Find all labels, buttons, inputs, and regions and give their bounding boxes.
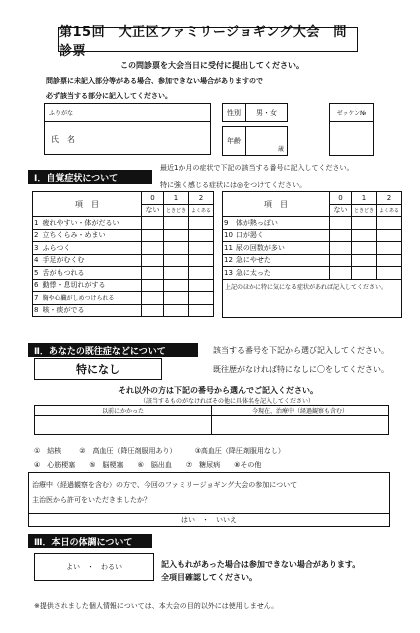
check-cell[interactable]: [141, 304, 163, 317]
disease-option: ② 高血圧（降圧剤服用あり）: [79, 447, 177, 455]
col-item-header: 項 目: [223, 192, 330, 217]
table-row: [223, 229, 402, 242]
check-cell[interactable]: [351, 217, 376, 230]
col-none-header: ない: [329, 204, 351, 217]
section1-instruction-2: 特に強く感じる症状には◎をつけてください。: [160, 181, 307, 189]
check-cell[interactable]: [376, 217, 401, 230]
check-cell[interactable]: [141, 242, 163, 255]
check-cell[interactable]: [163, 279, 188, 292]
check-cell[interactable]: [188, 254, 213, 267]
check-cell[interactable]: [188, 229, 213, 242]
item-number: 2: [33, 229, 41, 242]
table-row: [33, 242, 214, 255]
name-field[interactable]: [44, 121, 211, 155]
symptom-table-left: [32, 191, 214, 317]
col-1-header: 1: [351, 192, 376, 205]
item-label: 口が渇く: [234, 229, 330, 242]
disease-list-row-2: [34, 460, 261, 470]
check-cell[interactable]: [163, 292, 188, 305]
check-cell[interactable]: [351, 267, 376, 280]
table-row: [33, 292, 214, 305]
item-number: 4: [33, 254, 41, 267]
col-often-header: よくある: [188, 204, 213, 217]
check-cell[interactable]: [329, 254, 351, 267]
permission-question-2: 主治医から許可をいただきましたか？: [32, 496, 151, 504]
table-row: [223, 242, 402, 255]
item-number: 13: [223, 267, 234, 280]
check-cell[interactable]: [141, 292, 163, 305]
item-label: 疲れやすい・体がだるい: [41, 217, 142, 230]
col-0-header: 0: [141, 192, 163, 205]
col-often-header: よくある: [376, 204, 401, 217]
other-symptoms-row: [223, 279, 402, 317]
check-cell[interactable]: [188, 217, 213, 230]
furigana-label: ふりがな: [49, 110, 74, 117]
condition-options[interactable]: よい ・ わるい: [34, 553, 154, 581]
current-treatment-field[interactable]: [211, 415, 389, 435]
privacy-footer: ※提供されました個人情報については、本大会の目的以外には使用しません。: [34, 602, 279, 610]
col-0-header: 0: [329, 192, 351, 205]
item-label: 胸や心臓がしめつけられる: [41, 292, 142, 305]
intro-line-2: 問診票に未記入部分等がある場合、参加できない場合がありますので: [46, 77, 263, 85]
no-history-instruction: 既往歴がなければ特になしに〇をしてください。: [213, 365, 389, 374]
section3-heading: Ⅲ．本日の体調について: [28, 534, 152, 548]
table-row: [223, 267, 402, 280]
bib-field[interactable]: [329, 121, 374, 156]
item-label: 体が熱っぽい: [234, 217, 330, 230]
item-label: 立ちくらみ・めまい: [41, 229, 142, 242]
item-number: 12: [223, 254, 234, 267]
others-heading: それ以外の方は下記の番号から選んでご記入ください。: [118, 386, 318, 395]
section3-note-2: 全項目確認してください。: [161, 573, 257, 582]
age-label: 年齢: [222, 126, 246, 156]
disease-option: ③高血圧（降圧剤服用なし）: [194, 447, 285, 455]
check-cell[interactable]: [329, 267, 351, 280]
permission-answer[interactable]: はい ・ いいえ: [28, 513, 390, 527]
check-cell[interactable]: [351, 242, 376, 255]
no-history-box[interactable]: 特になし: [34, 358, 162, 380]
table-row: [33, 254, 214, 267]
check-cell[interactable]: [188, 267, 213, 280]
table-row: [223, 254, 402, 267]
check-cell[interactable]: [163, 229, 188, 242]
item-number: 5: [33, 267, 41, 280]
other-symptoms-note: 上記のほかに特に気になる症状があれば記入してください。: [225, 283, 388, 291]
check-cell[interactable]: [329, 242, 351, 255]
item-number: 9: [223, 217, 234, 230]
other-symptoms-field[interactable]: [223, 279, 402, 317]
item-number: 10: [223, 229, 234, 242]
item-label: 急にやせた: [234, 254, 330, 267]
table-row: [33, 217, 214, 230]
section1-instruction-1: 最近1か月の症状で下記の該当する番号に記入してください。: [160, 164, 354, 172]
section2-instruction: 該当する番号を下記から選び記入してください。: [213, 346, 389, 355]
disease-option: ⑧その他: [234, 461, 262, 469]
gender-options[interactable]: 男・女: [245, 103, 288, 122]
check-cell[interactable]: [376, 267, 401, 280]
table-row: [223, 217, 402, 230]
item-label: 舌がもつれる: [41, 267, 142, 280]
check-cell[interactable]: [141, 279, 163, 292]
check-cell[interactable]: [163, 242, 188, 255]
check-cell[interactable]: [188, 292, 213, 305]
col-item-header: 項 目: [33, 192, 142, 217]
item-number: 6: [33, 279, 41, 292]
check-cell[interactable]: [351, 254, 376, 267]
col-sometimes-header: ときどき: [163, 204, 188, 217]
intro-line-1: この問診票を大会当日に受付に提出してください。: [120, 61, 304, 70]
bib-label: ゼッケン№: [329, 103, 374, 122]
check-cell[interactable]: [329, 217, 351, 230]
check-cell[interactable]: [163, 217, 188, 230]
check-cell[interactable]: [163, 304, 188, 317]
item-label: 手足がむくむ: [41, 254, 142, 267]
furigana-field[interactable]: [44, 103, 211, 122]
item-label: 動悸・息切れがする: [41, 279, 142, 292]
disease-option: ⑤ 脳梗塞: [89, 461, 124, 469]
page-title: 第15回 大正区ファミリージョギング大会 問診票: [58, 27, 358, 52]
section2-heading: Ⅱ．あなたの既往症などについて: [28, 343, 198, 357]
doctor-permission-box: [28, 472, 390, 514]
disease-option: ⑦ 糖尿病: [185, 461, 221, 469]
item-number: 7: [33, 292, 41, 305]
item-number: 8: [33, 304, 41, 317]
col-past-header: 以前にかかった: [34, 405, 212, 416]
col-now-header: 今現在、治療中（経過観察も含む）: [211, 405, 389, 416]
item-number: 3: [33, 242, 41, 255]
item-number: 11: [223, 242, 234, 255]
col-2-header: 2: [376, 192, 401, 205]
symptom-table-right: [222, 191, 402, 318]
check-cell[interactable]: [141, 229, 163, 242]
item-label: 咳・痰がでる: [41, 304, 142, 317]
check-cell[interactable]: [376, 242, 401, 255]
check-cell[interactable]: [188, 304, 213, 317]
item-number: 1: [33, 217, 41, 230]
name-label: 氏 名: [51, 135, 75, 144]
past-history-field[interactable]: [34, 415, 212, 435]
check-cell[interactable]: [141, 217, 163, 230]
table-row: [33, 279, 214, 292]
item-label: ふらつく: [41, 242, 142, 255]
age-unit: 歳: [277, 146, 284, 153]
disease-option: ① 結核: [34, 447, 62, 455]
check-cell[interactable]: [188, 279, 213, 292]
check-cell[interactable]: [376, 229, 401, 242]
others-subheading: （該当するものがなければその他に具体名を記入してください）: [140, 398, 315, 405]
table-row: [33, 229, 214, 242]
check-cell[interactable]: [329, 229, 351, 242]
table-row: [33, 304, 214, 317]
check-cell[interactable]: [351, 229, 376, 242]
section1-heading: Ⅰ．自覚症状について: [28, 170, 152, 184]
check-cell[interactable]: [163, 254, 188, 267]
col-1-header: 1: [163, 192, 188, 205]
col-none-header: ない: [141, 204, 163, 217]
intro-line-3: 必ず該当する部分に記入してください。: [46, 92, 172, 100]
check-cell[interactable]: [376, 254, 401, 267]
check-cell[interactable]: [188, 242, 213, 255]
table-row: [33, 267, 214, 280]
gender-label: 性別: [222, 103, 246, 122]
disease-option: ④ 心筋梗塞: [34, 461, 76, 469]
check-cell[interactable]: [141, 254, 163, 267]
col-2-header: 2: [188, 192, 213, 205]
item-label: 尿の回数が多い: [234, 242, 330, 255]
disease-option: ⑥ 脳出血: [137, 461, 172, 469]
disease-list-row-1: [34, 446, 285, 456]
check-cell[interactable]: [141, 267, 163, 280]
age-field[interactable]: [245, 126, 288, 156]
permission-question-1: 治療中（経過観察を含む）の方で、今回のファミリージョギング大会の参加について: [32, 481, 298, 489]
check-cell[interactable]: [163, 267, 188, 280]
section3-note-1: 記入もれがあった場合は参加できない場合があります。: [161, 560, 361, 569]
col-sometimes-header: ときどき: [351, 204, 376, 217]
item-label: 急に太った: [234, 267, 330, 280]
